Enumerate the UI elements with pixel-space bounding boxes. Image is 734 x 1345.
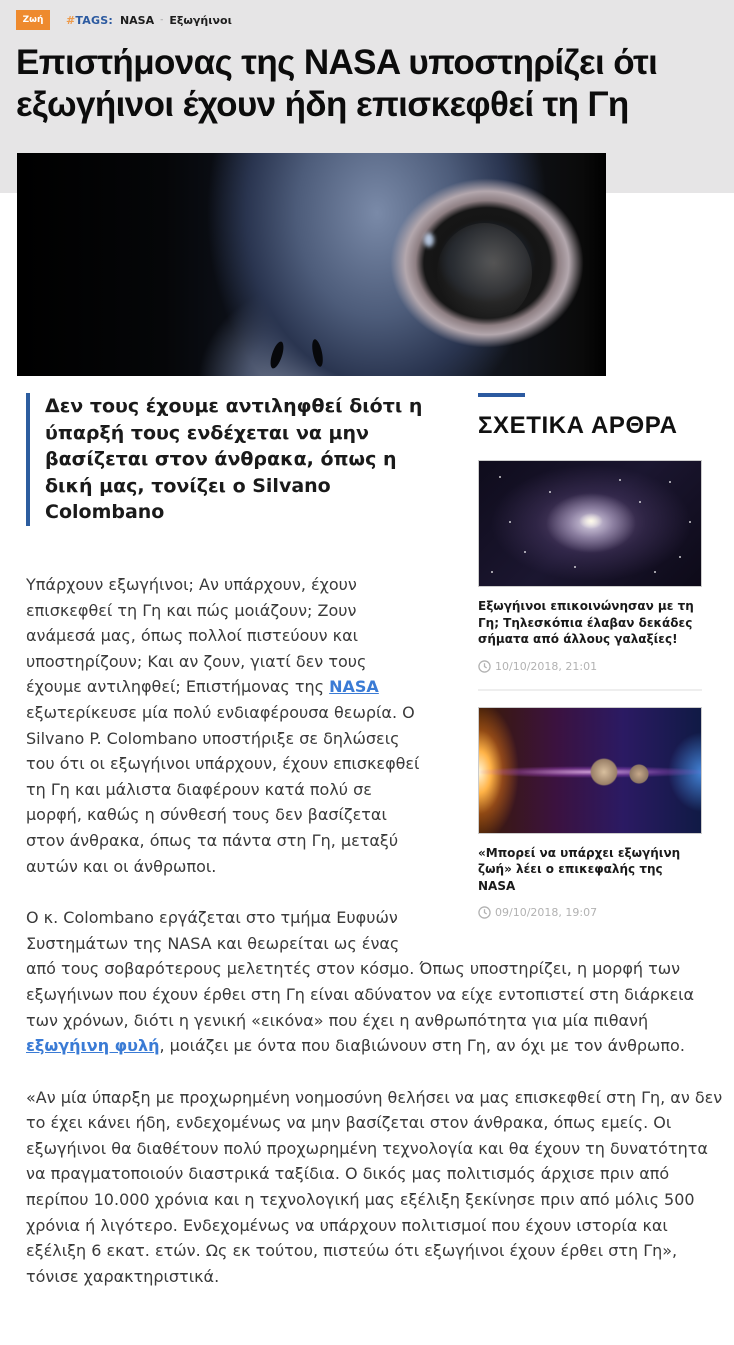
- tag-aliens[interactable]: Εξωγήινοι: [169, 13, 232, 27]
- tags-label: [66, 14, 113, 27]
- related-article-date: [478, 906, 702, 919]
- galaxy-thumbnail[interactable]: [478, 460, 702, 587]
- related-article-1[interactable]: [478, 460, 702, 673]
- related-heading: ΣΧΕΤΙΚΑ ΑΡΘΡΑ: [478, 412, 678, 439]
- hero-nostril-left: [268, 340, 286, 370]
- article-title: Επιστήμονας της NASA υποστηρίζει ότι εξωγήινοι έχουν ήδη επισκεφθεί τη Γη: [16, 43, 658, 124]
- paragraph-2: [26, 905, 726, 1059]
- related-accent-bar: [478, 393, 525, 397]
- tags-label-text: TAGS:: [75, 13, 113, 27]
- hero-eye-reflection: [437, 223, 532, 323]
- date-text: 10/10/2018, 21:01: [495, 659, 598, 673]
- related-article-2[interactable]: [478, 707, 702, 920]
- p1-text-a: Υπάρχουν εξωγήινοι; Αν υπάρχουν, έχουν επισκεφθεί τη Γη και πώς μοιάζουν; Ζουν ανάμεσά μας, όπως πολλοί πιστεύουν και υποστηρίζουν; Και αν ζουν, γιατί δεν τους έχουμε αντιληφθεί; Επιστήμονας της: [26, 575, 367, 697]
- hero-nostril-right: [310, 338, 325, 367]
- p2-text-top: Ο κ. Colombano εργάζεται στο τμήμα Ευφυών Συστημάτων της NASA και θεωρείται ως ένας: [26, 908, 400, 953]
- related-article-date: [478, 660, 702, 673]
- clock-icon: [478, 660, 491, 673]
- related-article-title[interactable]: Εξωγήινοι επικοινώνησαν με τη Γη; Τηλεσκόπια έλαβαν δεκάδες σήματα από άλλους γαλαξίες!: [478, 599, 694, 646]
- date-text: 09/10/2018, 19:07: [495, 906, 598, 919]
- related-divider: [478, 689, 702, 691]
- clock-icon: [478, 906, 491, 919]
- hero-image: [17, 153, 606, 376]
- related-article-title[interactable]: «Μπορεί να υπάρχει εξωγήινη ζωή» λέει ο επικεφαλής της NASA: [478, 845, 681, 893]
- paragraph-1: [26, 572, 421, 879]
- p1-text-b: εξωτερίκευσε μία πολύ ενδιαφέρουσα θεωρία. Ο Silvano P. Colombano υποστήριξε σε δηλώσεις του ότι οι εξωγήινοι υπάρχουν, έχουν επισκεφθεί τη Γη και μάλιστα διαφέρουν κατά πολύ σε μορφή, καθώς η σύνθεσή τους δεν βασίζεται στον άνθρακα, όπως τα πάντα στη Γη, μεταξύ αυτών και οι άνθρωποι.: [26, 702, 420, 876]
- nasa-link[interactable]: NASA: [329, 677, 379, 697]
- related-articles: [478, 393, 702, 919]
- hero-eye-glint: [424, 233, 434, 247]
- p2-text-a: από τους σοβαρότερους μελετητές στον κόσμο. Όπως υποστηρίζει, η μορφή των εξωγήινων που έχουν έρθει στη Γη είναι αδύνατον να είχε εντοπιστεί στη διάρκεια των χρόνων, διότι η γενική «εικόνα» που έχει η ανθρωπότητα για μία πιθανή: [26, 959, 695, 1030]
- tag-nasa[interactable]: NASA: [119, 13, 155, 27]
- paragraph-3: «Αν μία ύπαρξη με προχωρημένη νοημοσύνη θελήσει να μας επισκεφθεί στη Γη, αν δεν το έχει κάνει ήδη, ενδεχομένως να μην βασίζεται στον άνθρακα, όπως εμείς. Οι εξωγήινοι θα διαθέτουν πολύ προχωρημένη τεχνολογία και θα έχουν τη δυνατότητα να πραγματοποιούν διαστρικά ταξίδια. Ο δικός μας πολιτισμός άρχισε πριν από περίπου 10.000 χρόνια και η τεχνολογική μας εξέλιξη ξεκίνησε πριν από μόλις 500 χρόνια ή λιγότερο. Ενδεχομένως να υπάρχουν πολιτισμοί που έχουν ιστορία και εξέλιξη 6 εκατ. ετών. Ως εκ τούτου, πιστεύω ότι εξωγήινοι έχουν έρθει στη Γη», τόνισε χαρακτηριστικά.: [26, 1087, 723, 1286]
- category-chip[interactable]: Ζωή: [16, 10, 50, 30]
- tag-separator: -: [160, 15, 164, 25]
- tag-bar: [16, 10, 232, 30]
- alien-race-link[interactable]: εξωγήινη φυλή: [26, 1036, 160, 1056]
- tags-hash: #: [66, 13, 76, 27]
- solar-system-thumbnail[interactable]: [478, 707, 702, 834]
- p2-text-b: , μοιάζει με όντα που διαβιώνουν στη Γη, αν όχι με τον άνθρωπο.: [159, 1036, 685, 1056]
- article-lead: Δεν τους έχουμε αντιληφθεί διότι η ύπαρξή τους ενδέχεται να μην βασίζεται στον άνθρακα, όπως η δική μας, τονίζει ο Silvano Colombano: [26, 393, 426, 526]
